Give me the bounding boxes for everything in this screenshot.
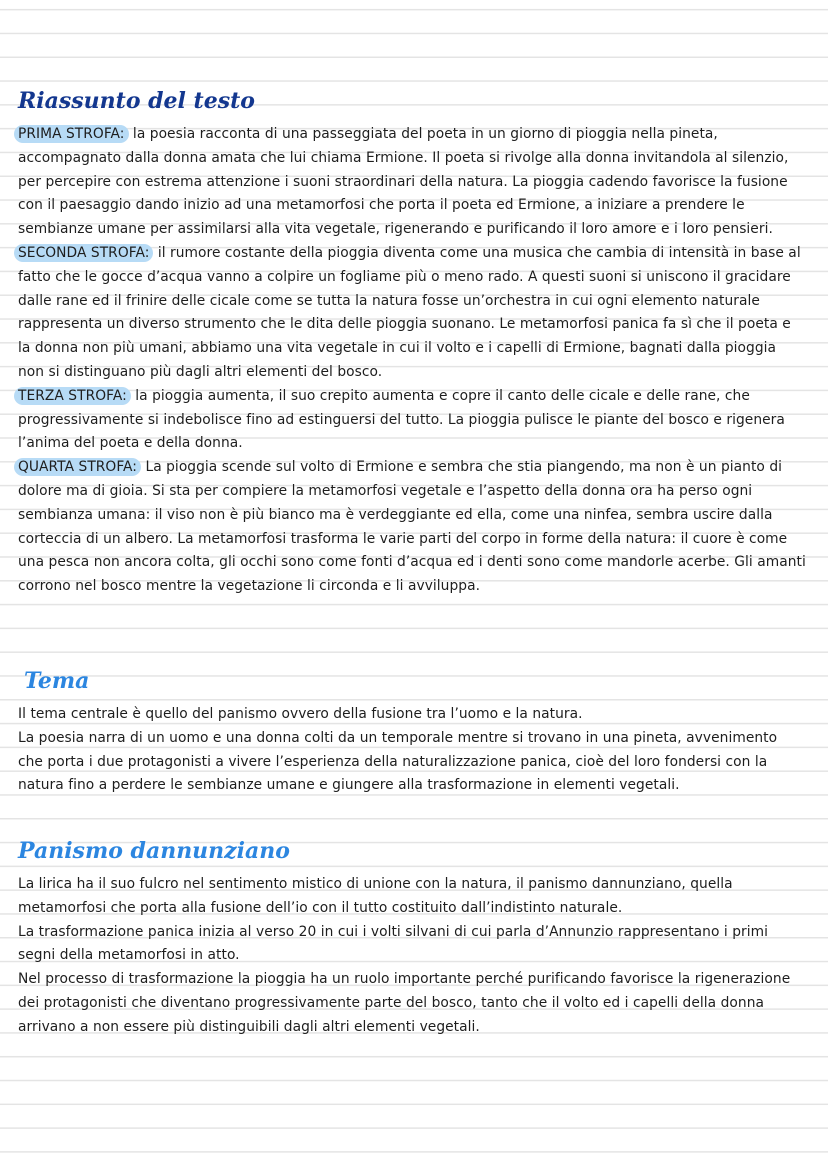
panismo-paragraph: La trasformazione panica inizia al verso 20 in cui i volti silvani di cui parla d’Annunzio rappresentano i primi segni della metamorfosi in atto. [18,923,768,964]
tema-paragraph: La poesia narra di un uomo e una donna colti da un temporale mentre si trovano in una pineta, avvenimento che porta i due protagonisti a vivere l’esperienza della naturalizzazione panica, cioè del loro fondersi con la natura fino a perdere le sembianze umane e giungere alla trasformazione in elementi vegetali. [18,729,778,794]
section-title-riassunto: Riassunto del testo [18,88,255,114]
tema-paragraph: Il tema centrale è quello del panismo ovvero della fusione tra l’uomo e la natura. [18,706,583,722]
section-tema [24,668,806,694]
section-title-tema: Tema [24,668,90,694]
section-riassunto [18,88,806,114]
strofa-text: il rumore costante della pioggia diventa come una musica che cambia di intensità in base al fatto che le gocce d’acqua vanno a colpire un fogliame più o meno rado. A questi suoni si uniscono il gracidare dalle rane ed il frinire delle cicale come se tutta la natura fosse un’orchestra in cui ogni elemento naturale rappresenta un diverso strumento che le dita delle pioggia suonano. Le metamorfosi panica fa sì che il poeta e la donna non più umani, abbiamo una vita vegetale in cui il volto e i capelli di Ermione, bagnati dalla pioggia non si distinguano più dagli altri elementi del bosco. [18,244,801,380]
tema-body [18,703,806,798]
riassunto-body [18,123,806,599]
panismo-paragraph: Nel processo di trasformazione la pioggia ha un ruolo importante perché purificando favorisce la rigenerazione dei protagonisti che diventano progressivamente parte del bosco, tanto che il volto ed i capelli della donna arrivano a non essere più distinguibili dagli altri elementi vegetali. [18,971,791,1035]
panismo-body [18,873,806,1040]
strofa-text: La pioggia scende sul volto di Ermione e sembra che stia piangendo, ma non è un pianto di dolore ma di gioia. Si sta per compiere la metamorfosi vegetale e l’aspetto della donna ora ha perso ogni sembianza umana: il viso non è più bianco ma è verdeggiante ed ella, come una ninfea, sembra uscire dalla corteccia di un albero. La metamorfosi trasforma le varie parti del corpo in forme della natura: il cuore è come una pesca non ancora colta, gli occhi sono come fonti d’acqua ed i denti sono come mandorle acerbe. Gli amanti corrono nel bosco mentre la vegetazione li circonda e li avviluppa. [18,459,806,595]
strofa-paragraph [18,242,806,385]
strofa-text: la poesia racconta di una passeggiata del poeta in un giorno di pioggia nella pineta, accompagnato dalla donna amata che lui chiama Ermione. Il poeta si rivolge alla donna invitandola al silenzio, per percepire con estrema attenzione i suoni straordinari della natura. La pioggia cadendo favorisce la fusione con il paesaggio dando inizio ad una metamorfosi che porta il poeta ed Ermione, a iniziare a prendere le sembianze umane per assimilarsi alla vita vegetale, rigenerando e purificando il loro amore e i loro pensieri. [18,126,789,238]
strofa-paragraph [18,456,806,599]
strofa-label: SECONDA STROFA: [14,244,153,262]
strofa-label: QUARTA STROFA: [14,458,141,476]
strofa-label: PRIMA STROFA: [14,125,129,143]
section-panismo [18,838,806,864]
section-title-panismo: Panismo dannunziano [18,838,290,864]
strofa-paragraph [18,123,806,242]
panismo-paragraph: La lirica ha il suo fulcro nel sentimento mistico di unione con la natura, il panismo dannunziano, quella metamorfosi che porta alla fusione dell’io con il tutto costituito dall’indistinto naturale. [18,876,733,916]
strofa-label: TERZA STROFA: [14,387,131,405]
strofa-paragraph [18,385,806,456]
strofa-text: la pioggia aumenta, il suo crepito aumenta e copre il canto delle cicale e delle rane, che progressivamente si indebolisce fino ad estinguersi del tutto. La pioggia pulisce le piante del bosco e rigenera l’anima del poeta e della donna. [18,387,785,452]
